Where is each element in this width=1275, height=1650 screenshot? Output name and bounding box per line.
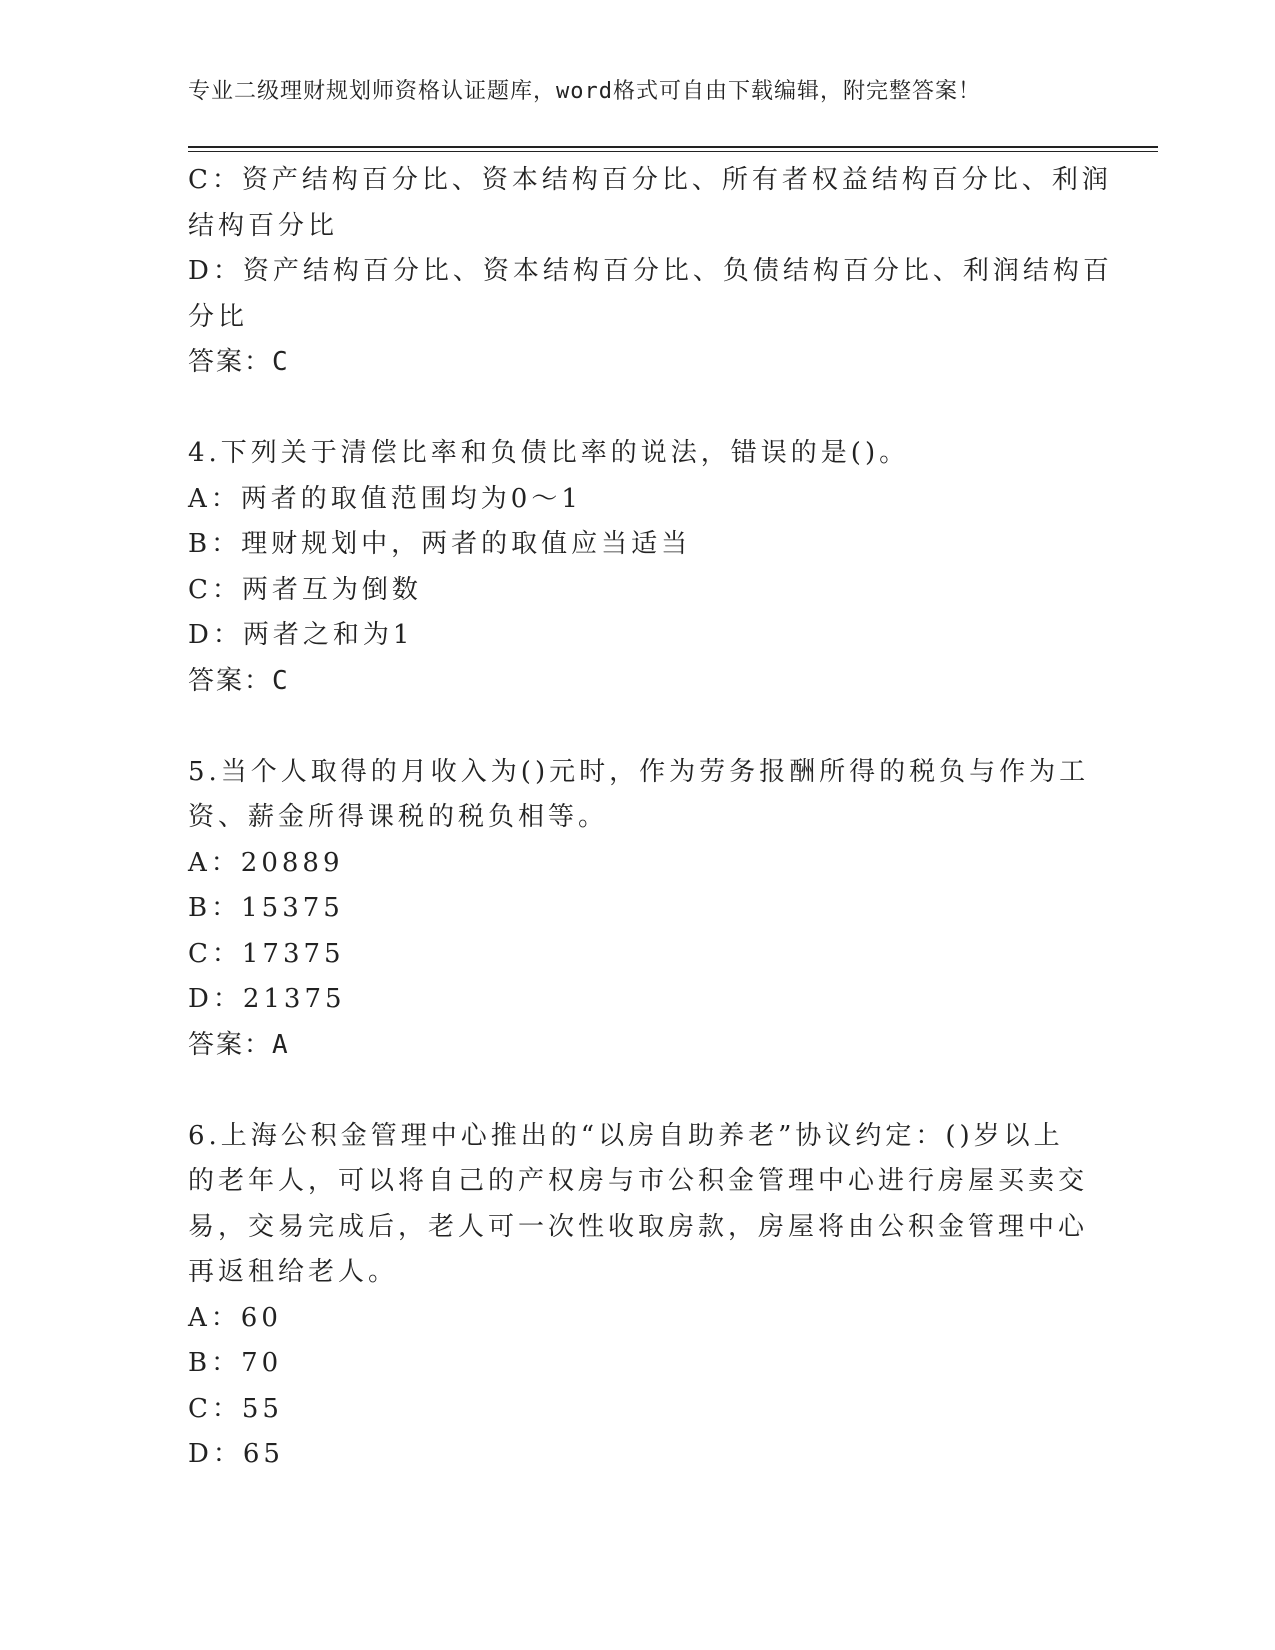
- q4-option-b: B：理财规划中，两者的取值应当适当: [188, 529, 692, 559]
- q5-stem-line-1: 5.当个人取得的月收入为()元时，作为劳务报酬所得的税负与作为工: [188, 756, 1090, 787]
- q6-option-c: C：55: [188, 1393, 283, 1424]
- q5-option-b: B：15375: [188, 893, 344, 923]
- spacer: [188, 386, 1088, 432]
- q5-option-a: A：20889: [188, 847, 344, 878]
- q5-stem-line-2: 资、薪金所得课税的税负相等。: [188, 802, 609, 832]
- header-rule-thick: [188, 146, 1158, 148]
- question-3-tail: [188, 158, 1113, 386]
- q5-option-c: C：17375: [188, 938, 345, 969]
- q4-option-a: A：两者的取值范围均为0～1: [188, 483, 582, 514]
- header-rule-thin: [188, 151, 1158, 152]
- q4-answer: 答案：C: [188, 665, 290, 696]
- q6-stem-line-2: 的老年人，可以将自己的产权房与市公积金管理中心进行房屋买卖交: [188, 1166, 1089, 1196]
- q6-stem-line-1: 6.上海公积金管理中心推出的“以房自助养老”协议约定：()岁以上: [188, 1120, 1064, 1151]
- spacer: [188, 704, 1088, 750]
- question-4: [188, 431, 1088, 704]
- page-header: 专业二级理财规划师资格认证题库，word格式可自由下载编辑，附完整答案！: [188, 79, 981, 104]
- q3-option-d-line-1: D：资产结构百分比、资本结构百分比、负债结构百分比、利润结构百: [188, 256, 1113, 286]
- q3-answer: 答案：C: [188, 347, 290, 377]
- q6-stem-line-4: 再返租给老人。: [188, 1257, 399, 1287]
- spacer: [188, 1068, 1088, 1114]
- q3-option-d-line-2: 分比: [188, 301, 249, 332]
- q4-option-d: D：两者之和为1: [188, 620, 414, 650]
- q6-option-a: A：60: [188, 1302, 282, 1333]
- document-body: [188, 158, 1113, 1478]
- q5-answer: 答案：A: [188, 1029, 290, 1060]
- q6-stem-line-3: 易，交易完成后，老人可一次性收取房款，房屋将由公积金管理中心: [188, 1211, 1089, 1242]
- question-5: [188, 750, 1088, 1069]
- question-6: [188, 1114, 1088, 1478]
- q3-option-c-line-1: C：资产结构百分比、资本结构百分比、所有者权益结构百分比、利润: [188, 165, 1112, 195]
- q6-option-b: B：70: [188, 1348, 283, 1378]
- q3-option-c-line-2: 结构百分比: [188, 210, 339, 241]
- q6-option-d: D：65: [188, 1439, 284, 1469]
- q5-option-d: D：21375: [188, 984, 346, 1014]
- q4-stem: 4.下列关于清偿比率和负债比率的说法，错误的是()。: [188, 438, 910, 468]
- q4-option-c: C：两者互为倒数: [188, 574, 422, 605]
